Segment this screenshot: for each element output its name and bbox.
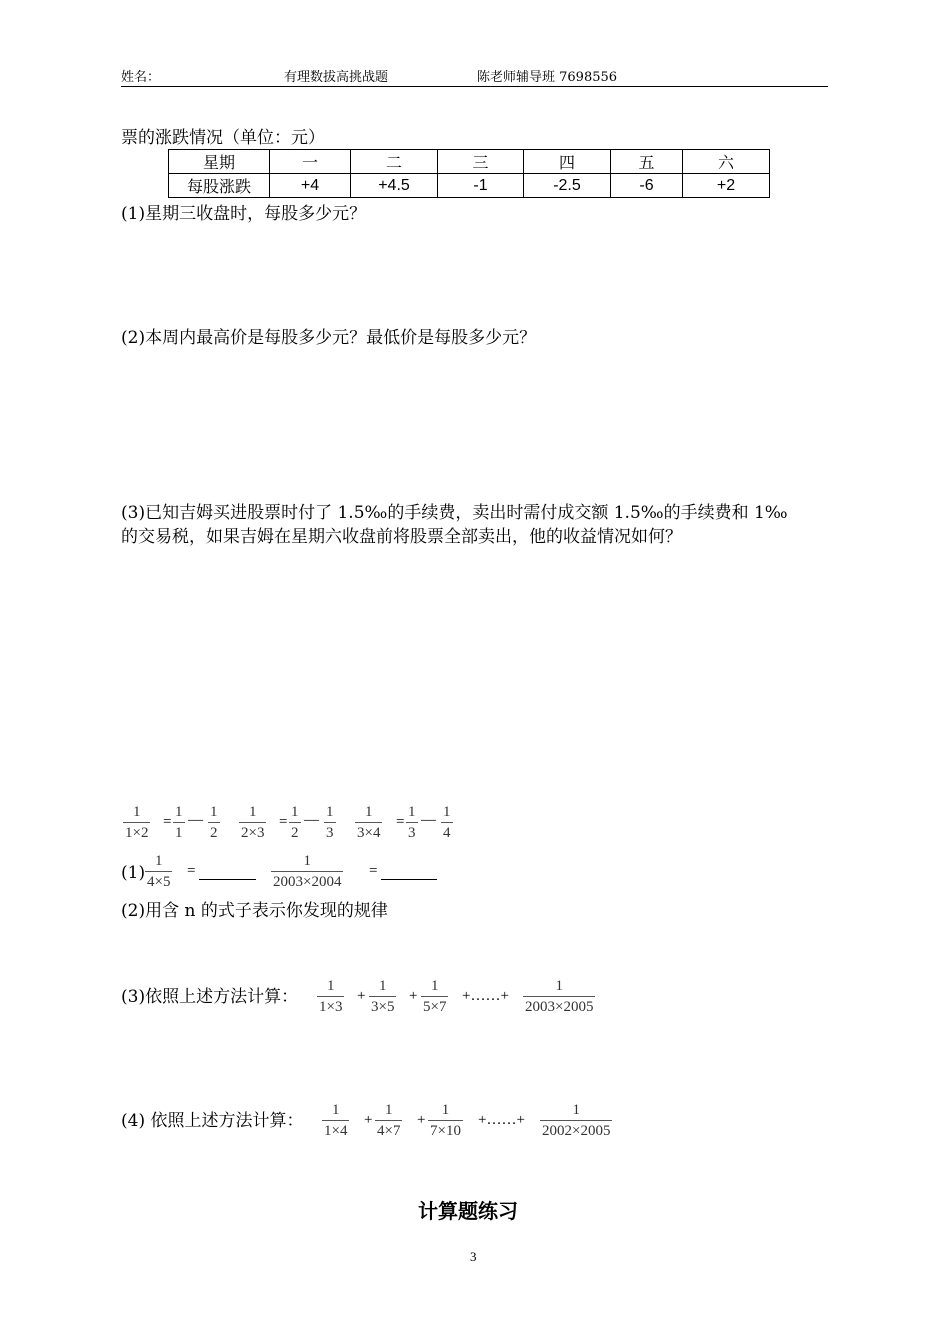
- stock-change-table: [168, 149, 770, 198]
- table-cell: +4.5: [351, 174, 438, 198]
- fraction: 1 2: [210, 804, 218, 841]
- fraction: 1 4×5: [147, 853, 171, 890]
- table-row-weekday: [169, 150, 770, 174]
- ellipsis-sum: +……+: [462, 988, 509, 1004]
- table-row-change: [169, 174, 770, 198]
- fraction: 1 1×4: [324, 1102, 348, 1139]
- equals-sign: =: [369, 863, 378, 879]
- table-cell: 星期: [169, 150, 270, 174]
- table-cell: 四: [524, 150, 611, 174]
- minus-sign: —: [304, 812, 319, 828]
- minus-sign: —: [421, 812, 436, 828]
- equals-sign: =: [279, 814, 288, 830]
- equals-sign: =: [396, 814, 405, 830]
- fraction: 1 2003×2005: [525, 978, 594, 1015]
- header-tutor: 陈老师辅导班 7698556: [477, 70, 618, 85]
- equals-sign: =: [187, 863, 196, 879]
- fraction: 1 1: [175, 804, 183, 841]
- pattern-question-3-label: (3)依照上述方法计算：: [121, 987, 299, 1007]
- table-cell: 每股涨跌: [169, 174, 270, 198]
- header-topic: 有理数拔高挑战题: [284, 70, 389, 85]
- answer-blank: [381, 879, 437, 880]
- pattern-question-4-label: (4) 依照上述方法计算：: [121, 1111, 304, 1131]
- plus-sign: +: [364, 1112, 373, 1128]
- fraction: 1 3×5: [371, 978, 395, 1015]
- fraction: 1 7×10: [430, 1102, 461, 1139]
- fraction: 1 5×7: [423, 978, 447, 1015]
- table-cell: 五: [611, 150, 683, 174]
- question-2: (2)本周内最高价是每股多少元？最低价是每股多少元？: [121, 328, 537, 348]
- table-cell: 三: [438, 150, 524, 174]
- table-cell: -6: [611, 174, 683, 198]
- fraction: 1 3×4: [357, 804, 381, 841]
- header-rule: [121, 86, 828, 87]
- pattern-question-1-label: (1): [121, 863, 146, 883]
- fraction: 1 2×3: [241, 804, 265, 841]
- fraction: 1 3: [408, 804, 416, 841]
- section-title: 计算题练习: [418, 1199, 518, 1223]
- question-3-line2: 的交易税，如果吉姆在星期六收盘前将股票全部卖出，他的收益情况如何？: [121, 527, 682, 547]
- table-cell: +2: [683, 174, 770, 198]
- table-cell: -1: [438, 174, 524, 198]
- fraction: 1 4×7: [377, 1102, 401, 1139]
- question-3-line1: (3)已知吉姆买进股票时付了 1.5‰的手续费，卖出时需付成交额 1.5‰的手续费和 1‰: [121, 503, 788, 523]
- table-cell: 一: [270, 150, 351, 174]
- fraction: 1 1×3: [319, 978, 343, 1015]
- fraction: 1 1×2: [125, 804, 149, 841]
- plus-sign: +: [409, 988, 418, 1004]
- table-cell: -2.5: [524, 174, 611, 198]
- fraction: 1 2002×2005: [542, 1102, 611, 1139]
- plus-sign: +: [357, 988, 366, 1004]
- equals-sign: =: [163, 814, 172, 830]
- fraction: 1 2: [291, 804, 299, 841]
- answer-blank: [199, 879, 256, 880]
- page-number: 3: [470, 1249, 477, 1264]
- table-intro: 票的涨跌情况（单位：元）: [121, 128, 325, 148]
- fraction: 1 3: [326, 804, 334, 841]
- table-cell: +4: [270, 174, 351, 198]
- header-name-label: 姓名：: [121, 70, 161, 85]
- pattern-question-2: (2)用含 n 的式子表示你发现的规律: [121, 901, 388, 921]
- table-cell: 二: [351, 150, 438, 174]
- fraction: 1 2003×2004: [273, 853, 342, 890]
- ellipsis-sum: +……+: [478, 1112, 525, 1128]
- minus-sign: —: [188, 812, 203, 828]
- fraction: 1 4: [443, 804, 451, 841]
- question-1: (1)星期三收盘时，每股多少元？: [121, 204, 367, 224]
- plus-sign: +: [417, 1112, 426, 1128]
- table-cell: 六: [683, 150, 770, 174]
